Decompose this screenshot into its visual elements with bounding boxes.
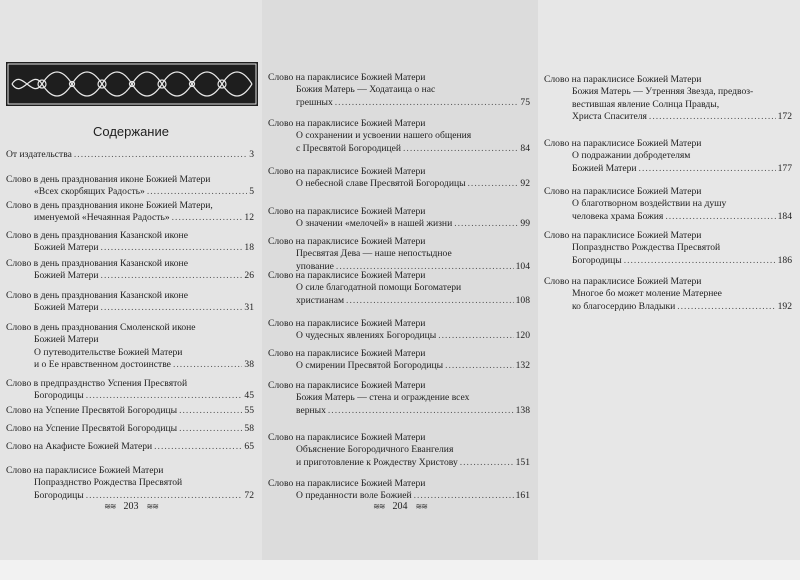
- toc-entry: [6, 230, 254, 255]
- toc-entry: [544, 186, 792, 223]
- leader-dots: [101, 302, 243, 314]
- toc-entry: [268, 206, 530, 231]
- toc-entry-subtitle: Многое бо может моление Матернее: [572, 288, 722, 300]
- toc-page-number: 55: [244, 405, 254, 416]
- toc-entry-heading: Слово в день празднования Казанской иконе: [6, 230, 188, 241]
- leader-dots: [460, 457, 514, 469]
- toc-entry-heading: Слово на параклисисе Божией Матери: [268, 166, 426, 177]
- toc-entry-heading: Слово на параклисисе Божией Матери: [268, 432, 426, 443]
- leader-dots: [624, 255, 776, 267]
- leader-dots: [649, 111, 776, 123]
- toc-entry: [268, 166, 530, 191]
- toc-entry: [6, 200, 254, 225]
- toc-entry-subtitle: Божией Матери: [34, 334, 99, 346]
- toc-page-number: 18: [244, 242, 254, 254]
- page-number-204: ≋≋ 204 ≋≋: [262, 501, 538, 512]
- toc-entry-subtitle: О преданности воле Божией ..... 161: [268, 490, 530, 502]
- toc-list-left: [0, 0, 262, 560]
- toc-entry-heading: Слово на параклисисе Божией Матери: [6, 465, 164, 476]
- toc-entry-subtitle: Попразднство Рождества Пресвятой: [34, 477, 183, 489]
- leader-dots: [172, 212, 243, 224]
- folio-ornament-icon: ≋≋: [104, 502, 116, 511]
- toc-entry-subtitle: Богородицы ..... 72: [6, 490, 254, 502]
- toc-entry: [268, 348, 530, 373]
- toc-page-number: 84: [520, 142, 530, 154]
- toc-entry-heading: От издательства ..... 3: [6, 149, 254, 161]
- leader-dots: [154, 441, 242, 453]
- toc-entry: [268, 380, 530, 417]
- toc-entry-heading: Слово в день празднования иконе Божией Матери: [6, 174, 211, 185]
- toc-entry: [6, 405, 254, 417]
- toc-entry: [544, 276, 792, 313]
- toc-page-number: 45: [244, 390, 254, 402]
- toc-entry: [6, 149, 254, 161]
- toc-entry: [268, 432, 530, 469]
- leader-dots: [179, 405, 242, 417]
- toc-entry: [6, 423, 254, 435]
- toc-entry-subtitle: О небесной славе Пресвятой Богородицы ..... 92: [268, 178, 530, 190]
- toc-entry-heading: Слово на Успение Пресвятой Богородицы ..... 55: [6, 405, 254, 417]
- toc-page-number: 92: [520, 178, 530, 190]
- toc-entry-heading: Слово на параклисисе Божией Матери: [268, 72, 426, 83]
- toc-page-number: 132: [515, 360, 530, 372]
- toc-entry-heading: Слово на параклисисе Божией Матери: [268, 318, 426, 329]
- toc-entry-subtitle: Попразднство Рождества Пресвятой: [572, 242, 721, 254]
- toc-entry-heading: Слово на параклисисе Божией Матери: [544, 186, 702, 197]
- leader-dots: [454, 218, 518, 230]
- toc-entry-subtitle: упование ..... 104: [268, 261, 530, 273]
- toc-entry-subtitle: грешных ..... 75: [268, 97, 530, 109]
- leader-dots: [179, 423, 242, 435]
- toc-entry-subtitle: верных ..... 138: [268, 405, 530, 417]
- toc-page-number: 172: [777, 111, 792, 123]
- toc-entry-heading: Слово в день празднования иконе Божией Матери,: [6, 200, 213, 211]
- toc-entry-subtitle: человека храма Божия ..... 184: [544, 211, 792, 223]
- folio-ornament-icon: ≋≋: [146, 502, 158, 511]
- toc-page-number: 65: [244, 441, 254, 452]
- toc-entry-subtitle: Пресвятая Дева — наше непостыдное: [296, 248, 452, 260]
- leader-dots: [147, 186, 247, 198]
- toc-entry-subtitle: Божией Матери ..... 26: [6, 270, 254, 282]
- toc-entry-subtitle: О смирении Пресвятой Богородицы ..... 132: [268, 360, 530, 372]
- leader-dots: [639, 163, 776, 175]
- toc-entry-subtitle: вестившая явление Солнца Правды,: [572, 98, 720, 110]
- toc-entry-subtitle: и о Ее нравственном достоинстве ..... 38: [6, 359, 254, 371]
- toc-entry-subtitle: Божия Матерь — Ходатаица о нас: [296, 84, 436, 96]
- toc-page-number: 3: [249, 149, 254, 160]
- leader-dots: [403, 143, 518, 155]
- folio-ornament-icon: ≋≋: [415, 502, 427, 511]
- toc-page-number: 38: [244, 359, 254, 371]
- toc-entry-subtitle: Божией Матери ..... 18: [6, 242, 254, 254]
- toc-page-number: 120: [515, 330, 530, 342]
- toc-entry: [6, 378, 254, 403]
- toc-page-number: 26: [244, 270, 254, 282]
- toc-entry-heading: Слово на параклисисе Божией Матери: [268, 348, 426, 359]
- leader-dots: [335, 97, 519, 109]
- toc-entry-heading: Слово на параклисисе Божией Матери: [268, 478, 426, 489]
- leader-dots: [468, 178, 519, 190]
- contents-title: Содержание: [93, 124, 169, 139]
- folio-ornament-icon: ≋≋: [373, 502, 385, 511]
- toc-page-number: 184: [777, 210, 792, 222]
- toc-page-number: 12: [244, 212, 254, 224]
- toc-entry-subtitle: христианам ..... 108: [268, 295, 530, 307]
- toc-entry-subtitle: Богородицы ..... 186: [544, 255, 792, 267]
- toc-entry: [544, 138, 792, 175]
- toc-entry: [268, 118, 530, 155]
- toc-page-number: 58: [244, 423, 254, 434]
- toc-page-number: 138: [515, 404, 530, 416]
- toc-entry-subtitle: Богородицы ..... 45: [6, 390, 254, 402]
- toc-entry-subtitle: Божией Матери ..... 177: [544, 163, 792, 175]
- toc-entry-subtitle: Христа Спасителя ..... 172: [544, 111, 792, 123]
- toc-entry-subtitle: О значении «мелочей» в нашей жизни ..... 99: [268, 218, 530, 230]
- toc-entry-subtitle: Объяснение Богородичного Евангелия: [296, 444, 454, 456]
- toc-entry-heading: Слово на параклисисе Божией Матери: [268, 206, 426, 217]
- toc-page-number: 31: [244, 302, 254, 314]
- toc-entry-subtitle: О силе благодатной помощи Богоматери: [296, 282, 462, 294]
- toc-entry-subtitle: О благотворном воздействии на душу: [572, 198, 727, 210]
- toc-entry: [6, 322, 254, 372]
- toc-entry-subtitle: и приготовление к Рождеству Христову ..... 151: [268, 457, 530, 469]
- leader-dots: [445, 360, 514, 372]
- leader-dots: [74, 149, 247, 161]
- toc-entry-subtitle: ко благосердию Владыки ..... 192: [544, 301, 792, 313]
- toc-page-number: 5: [249, 186, 254, 198]
- toc-entry: [544, 230, 792, 267]
- toc-entry: [6, 174, 254, 199]
- toc-entry: [268, 270, 530, 307]
- toc-page-number: 99: [520, 218, 530, 230]
- toc-list-middle: [262, 0, 538, 560]
- toc-entry-heading: Слово на параклисисе Божией Матери: [268, 118, 426, 129]
- toc-page-number: 192: [777, 300, 792, 312]
- toc-entry-heading: Слово на параклисисе Божией Матери: [268, 380, 426, 391]
- toc-entry: [268, 72, 530, 109]
- toc-entry-heading: Слово на параклисисе Божией Матери: [268, 236, 426, 247]
- toc-page-number: 177: [777, 162, 792, 174]
- toc-page-number: 161: [515, 490, 530, 502]
- toc-entry: [6, 441, 254, 453]
- leader-dots: [173, 359, 242, 371]
- toc-entry-subtitle: О подражании добродетелям: [572, 150, 691, 162]
- toc-entry-subtitle: О путеводительстве Божией Матери: [34, 346, 183, 358]
- toc-page-number: 151: [515, 456, 530, 468]
- toc-entry-heading: Слово в день празднования Казанской иконе: [6, 258, 188, 269]
- middle-page: [262, 0, 539, 560]
- toc-entry: [544, 74, 792, 124]
- toc-page-number: 186: [777, 254, 792, 266]
- toc-entry-heading: Слово на параклисисе Божией Матери: [544, 138, 702, 149]
- toc-entry-subtitle: Божия Матерь — Утренняя Звезда, предвоз-: [572, 86, 754, 98]
- right-page: [538, 0, 800, 560]
- toc-entry-subtitle: Божией Матери ..... 31: [6, 302, 254, 314]
- toc-entry: [6, 258, 254, 283]
- toc-entry-heading: Слово на параклисисе Божией Матери: [544, 230, 702, 241]
- page-number-203: ≋≋ 203 ≋≋: [0, 501, 262, 512]
- leader-dots: [346, 295, 514, 307]
- toc-entry-subtitle: именуемой «Нечаянная Радость» ..... 12: [6, 212, 254, 224]
- toc-page-number: 75: [520, 96, 530, 108]
- toc-page-number: 104: [515, 260, 530, 272]
- toc-entry-heading: Слово на Успение Пресвятой Богородицы ..... 58: [6, 423, 254, 435]
- toc-entry-subtitle: О сохранении и усвоении нашего общения: [296, 130, 472, 142]
- toc-entry: [6, 290, 254, 315]
- toc-entry-subtitle: «Всех скорбящих Радость» ..... 5: [6, 186, 254, 198]
- toc-list-right: [538, 0, 800, 560]
- toc-entry: [268, 318, 530, 343]
- leader-dots: [438, 330, 513, 342]
- toc-entry-heading: Слово на Акафисте Божией Матери ..... 65: [6, 441, 254, 453]
- toc-entry-heading: Слово в день празднования Казанской иконе: [6, 290, 188, 301]
- toc-entry-heading: Слово на параклисисе Божией Матери: [268, 270, 426, 281]
- toc-entry: [268, 236, 530, 273]
- toc-page-number: 72: [244, 489, 254, 501]
- toc-entry-subtitle: О чудесных явлениях Богородицы ..... 120: [268, 330, 530, 342]
- toc-entry-subtitle: с Пресвятой Богородицей ..... 84: [268, 143, 530, 155]
- leader-dots: [328, 405, 514, 417]
- left-page: [0, 0, 263, 560]
- toc-page-number: 108: [515, 294, 530, 306]
- toc-entry: [268, 478, 530, 503]
- leader-dots: [101, 270, 243, 282]
- toc-entry-subtitle: Божия Матерь — стена и ограждение всех: [296, 392, 470, 404]
- toc-entry-heading: Слово на параклисисе Божией Матери: [544, 74, 702, 85]
- toc-entry: [6, 465, 254, 502]
- leader-dots: [677, 301, 775, 313]
- toc-entry-heading: Слово в день празднования Смоленской иконе: [6, 322, 196, 333]
- leader-dots: [101, 242, 243, 254]
- leader-dots: [665, 211, 775, 223]
- leader-dots: [86, 390, 243, 402]
- toc-entry-heading: Слово в предпразднство Успения Пресвятой: [6, 378, 188, 389]
- toc-entry-heading: Слово на параклисисе Божией Матери: [544, 276, 702, 287]
